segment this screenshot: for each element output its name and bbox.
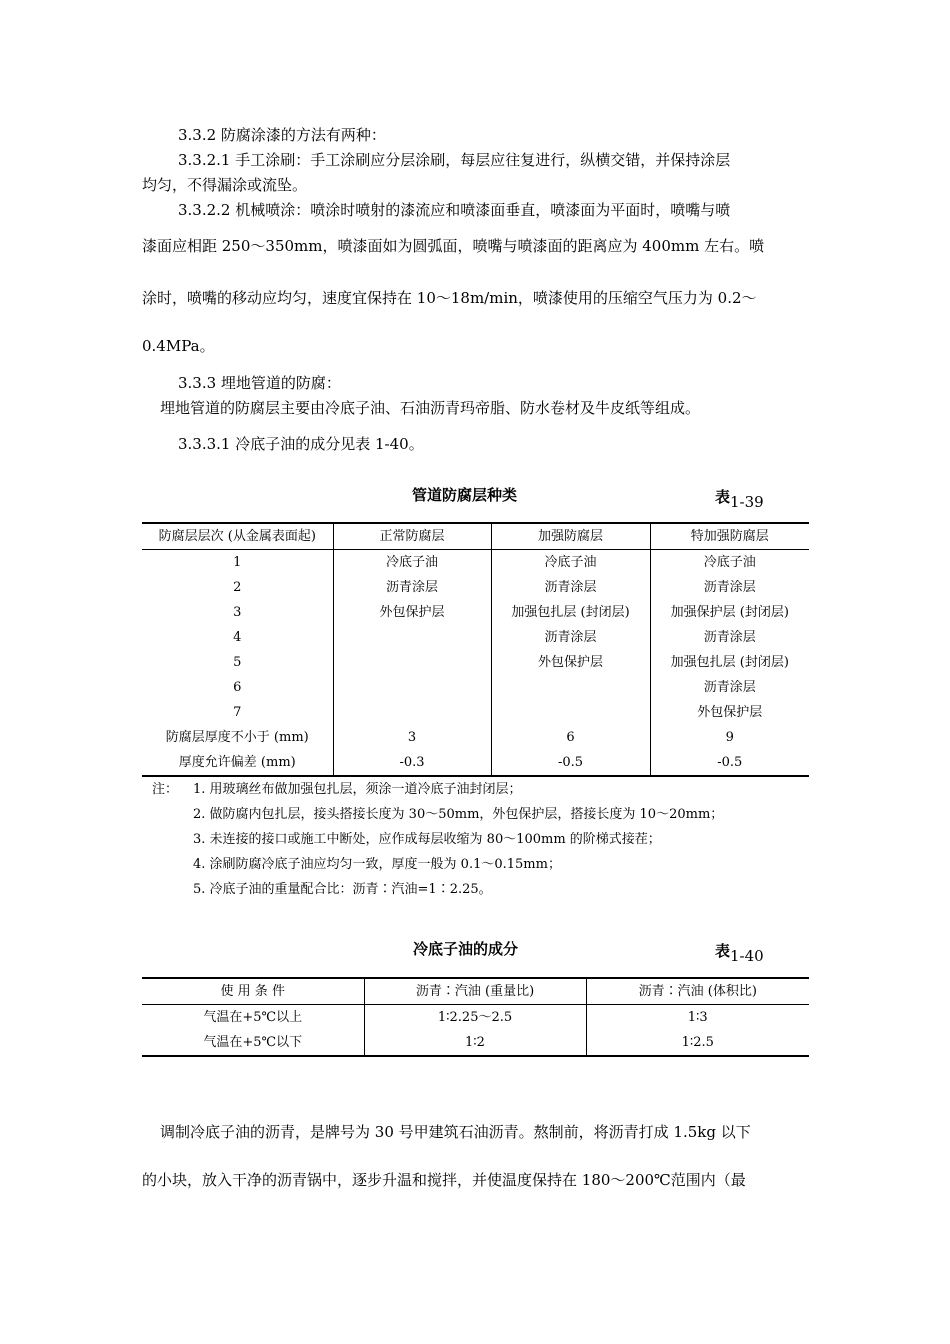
table-row [142, 725, 809, 750]
table-cell: 加强包扎层 (封闭层) [650, 650, 809, 675]
section-3-3-3: 3.3.3 埋地管道的防腐： [178, 374, 341, 392]
table-header-cell: 防腐层层次 (从金属表面起) [142, 523, 333, 550]
table2-label-prefix: 表 [715, 942, 731, 960]
table-cell: 沥青涂层 [650, 675, 809, 700]
table1-label-number: 1-39 [730, 493, 764, 511]
table-cell: 加强包扎层 (封闭层) [491, 600, 650, 625]
table-cell: 外包保护层 [491, 650, 650, 675]
table-row [142, 575, 809, 600]
section-3-3-2-1-line1: 3.3.2.1 手工涂刷：手工涂刷应分层涂刷，每层应往复进行，纵横交错，并保持涂层 [178, 151, 731, 169]
table-cell [333, 650, 491, 675]
note-item: 5. 冷底子油的重量配合比：沥青∶汽油=1∶2.25。 [193, 882, 492, 897]
table-cell: 冷底子油 [650, 550, 809, 576]
table-cell: 气温在+5℃以下 [203, 1035, 303, 1050]
table2-label [715, 941, 764, 965]
table-cell: -0.5 [491, 750, 650, 776]
table-cell: 6 [491, 725, 650, 750]
table-header-cell: 正常防腐层 [333, 523, 491, 550]
table-cell: 1∶2.25～2.5 [364, 1005, 586, 1031]
final-paragraph-line2: 的小块，放入干净的沥青锅中，逐步升温和搅拌，并使温度保持在 180～200℃范围内（最 [142, 1171, 746, 1189]
table-cell [491, 700, 650, 725]
section-3-3-2-2-line3: 涂时，喷嘴的移动应均匀，速度宜保持在 10～18m/min，喷漆使用的压缩空气压力为 0.2～ [142, 289, 757, 307]
table-cell [333, 675, 491, 700]
table-cell: 沥青涂层 [491, 625, 650, 650]
table-cell: 外包保护层 [650, 700, 809, 725]
table-header-cell: 沥青∶汽油 (体积比) [586, 978, 809, 1005]
table-cell: 3 [233, 605, 242, 620]
table-row [142, 1005, 809, 1031]
note-item: 4. 涂刷防腐冷底子油应均匀一致，厚度一般为 0.1～0.15mm； [193, 857, 561, 872]
table-cell: 外包保护层 [333, 600, 491, 625]
table1-caption: 管道防腐层种类 [412, 486, 518, 504]
table-row [142, 1030, 809, 1056]
section-3-3-2-1-line2: 均匀，不得漏涂或流坠。 [142, 176, 308, 194]
table-header-cell: 使 用 条 件 [142, 978, 364, 1005]
table-header-cell: 加强防腐层 [491, 523, 650, 550]
section-3-3-2: 3.3.2 防腐涂漆的方法有两种： [178, 126, 386, 144]
table1-label [715, 487, 764, 511]
table-cell: 1∶2.5 [586, 1030, 809, 1056]
table-cell: 1∶2 [364, 1030, 586, 1056]
section-3-3-3-1: 3.3.3.1 冷底子油的成分见表 1-40。 [178, 435, 424, 453]
table-cell: 5 [233, 655, 242, 670]
table-cell [333, 700, 491, 725]
table-cell: -0.3 [333, 750, 491, 776]
table-corrosion-layer-types [142, 522, 809, 777]
table-cell: 冷底子油 [491, 550, 650, 576]
table-cell: 沥青涂层 [491, 575, 650, 600]
table-cell: 厚度允许偏差 (mm) [178, 755, 296, 770]
table-cell: 6 [233, 680, 242, 695]
table-row [142, 650, 809, 675]
table-cell: -0.5 [650, 750, 809, 776]
table-cell: 冷底子油 [333, 550, 491, 576]
section-3-3-2-2-line1: 3.3.2.2 机械喷涂：喷涂时喷射的漆流应和喷漆面垂直，喷漆面为平面时，喷嘴与喷 [178, 201, 731, 219]
table-cold-primer-composition [142, 977, 809, 1057]
table-row [142, 700, 809, 725]
table-header-row [142, 978, 809, 1005]
table-cell: 9 [650, 725, 809, 750]
table-cell: 2 [233, 580, 242, 595]
table2-caption: 冷底子油的成分 [413, 940, 519, 958]
table-row [142, 550, 809, 576]
note-item: 1. 用玻璃丝布做加强包扎层，须涂一道冷底子油封闭层； [193, 782, 522, 797]
table-row [142, 600, 809, 625]
table-cell: 3 [333, 725, 491, 750]
table-cell: 1∶3 [586, 1005, 809, 1031]
table-cell [333, 625, 491, 650]
table-cell: 气温在+5℃以上 [203, 1010, 303, 1025]
table-cell: 1 [233, 555, 242, 570]
table-header-cell: 特加强防腐层 [650, 523, 809, 550]
section-3-3-3-intro: 埋地管道的防腐层主要由冷底子油、石油沥青玛帝脂、防水卷材及牛皮纸等组成。 [160, 399, 701, 417]
notes-label: 注： [152, 782, 179, 797]
table-cell: 防腐层厚度不小于 (mm) [165, 730, 309, 745]
table-header-row [142, 523, 809, 550]
table-cell [491, 675, 650, 700]
note-item: 3. 未连接的接口或施工中断处，应作成每层收缩为 80～100mm 的阶梯式接茬； [193, 832, 661, 847]
table-cell: 沥青涂层 [650, 625, 809, 650]
table-cell: 7 [233, 705, 242, 720]
table-row [142, 625, 809, 650]
final-paragraph-line1: 调制冷底子油的沥青，是牌号为 30 号甲建筑石油沥青。熬制前，将沥青打成 1.5kg 以下 [160, 1123, 751, 1141]
table-cell: 沥青涂层 [650, 575, 809, 600]
table-cell: 沥青涂层 [333, 575, 491, 600]
table1-label-prefix: 表 [715, 488, 731, 506]
table-row [142, 675, 809, 700]
table-row [142, 750, 809, 776]
table-cell: 加强保护层 (封闭层) [650, 600, 809, 625]
table2-label-number: 1-40 [730, 947, 764, 965]
section-3-3-2-2-line2: 漆面应相距 250～350mm，喷漆面如为圆弧面，喷嘴与喷漆面的距离应为 400mm 左右。喷 [142, 237, 765, 255]
note-item: 2. 做防腐内包扎层，接头搭接长度为 30～50mm，外包保护层，搭接长度为 10～20mm； [193, 807, 724, 822]
section-3-3-2-2-line4: 0.4MPa。 [142, 337, 215, 355]
table-cell: 4 [233, 630, 242, 645]
table-header-cell: 沥青∶汽油 (重量比) [364, 978, 586, 1005]
